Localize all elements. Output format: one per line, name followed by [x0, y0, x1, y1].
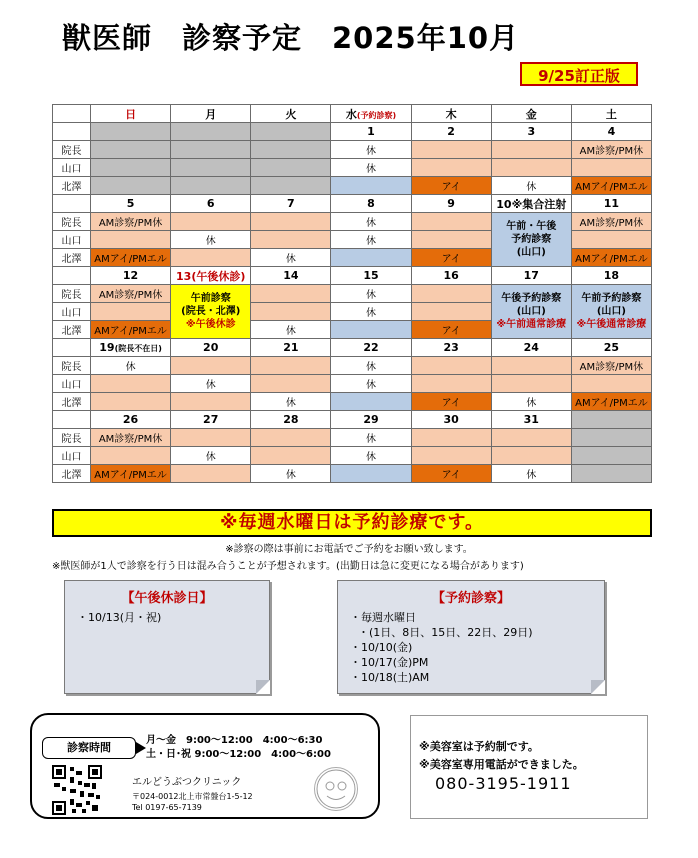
staff-label: 院長	[53, 429, 91, 447]
afternoon-closed-card	[64, 580, 270, 694]
date-cell: 6	[171, 195, 251, 213]
date-cell: 15	[331, 267, 411, 285]
clinic-tel: Tel 0197-65-7139	[132, 803, 202, 812]
date-cell: 25	[571, 339, 651, 357]
weekday-tue: 火	[251, 105, 331, 123]
oct10-reservation-block	[491, 213, 571, 267]
schedule-cell: 休	[331, 231, 411, 249]
list-item: ・ 10/18(土)AM	[350, 670, 604, 685]
date-cell: 28	[251, 411, 331, 429]
schedule-cell: AM診察/PM休	[91, 285, 171, 303]
block-line: 予約診察	[511, 234, 552, 245]
revision-badge: 9/25訂正版	[520, 62, 638, 86]
date-cell: 12	[91, 267, 171, 285]
schedule-cell: 休	[171, 375, 251, 393]
clinic-logo-icon	[314, 767, 358, 811]
clinic-address: 〒024-0012北上市常盤台1-5-12	[132, 792, 253, 801]
date-cell: 20	[171, 339, 251, 357]
staff-label: 山口	[53, 231, 91, 249]
date-cell: 31	[491, 411, 571, 429]
week2-row-a	[53, 213, 652, 231]
date-cell: 23	[411, 339, 491, 357]
schedule-cell: AM診察/PM休	[91, 429, 171, 447]
list-item: ・ 10/10(金)	[350, 640, 604, 655]
date-cell: 21	[251, 339, 331, 357]
clinic-hours-box	[30, 713, 380, 819]
schedule-cell: 休	[331, 285, 411, 303]
schedule-cell: 休	[251, 249, 331, 267]
date-cell: 16	[411, 267, 491, 285]
date-cell: 7	[251, 195, 331, 213]
week1-date-row	[53, 123, 652, 141]
weekday-mon: 月	[171, 105, 251, 123]
list-item: ・ 毎週水曜日	[350, 610, 604, 625]
date-cell: 10※集合注射	[491, 195, 571, 213]
week1-row-c	[53, 177, 652, 195]
schedule-cell: アイ	[411, 393, 491, 411]
schedule-cell: 休	[91, 357, 171, 375]
qr-code-icon	[52, 765, 102, 815]
schedule-cell: AMアイ/PMエル	[571, 249, 651, 267]
weekday-thu: 木	[411, 105, 491, 123]
crowding-note: ※獣医師が1人で診察を行う日は混み合うことが予想されます。(出勤日は急に変更になる場合があります)	[52, 561, 524, 572]
salon-box	[410, 715, 648, 819]
schedule-cell: アイ	[411, 321, 491, 339]
weekday-fri: 金	[491, 105, 571, 123]
reservation-note: ※診察の際は事前にお電話でご予約をお願い致します。	[225, 544, 473, 555]
date-cell: 1	[331, 123, 411, 141]
salon-note-1: ※美容室は予約制です。	[419, 740, 539, 753]
staff-label: 北澤	[53, 465, 91, 483]
schedule-cell: 休	[331, 303, 411, 321]
schedule-cell: アイ	[411, 249, 491, 267]
week4-date-row	[53, 339, 652, 357]
block-line: 午前・午後	[506, 221, 557, 232]
schedule-calendar	[52, 104, 652, 483]
weekday-sat: 土	[571, 105, 651, 123]
staff-label: 院長	[53, 213, 91, 231]
schedule-cell: 休	[491, 177, 571, 195]
hours-label: 診察時間	[42, 737, 136, 759]
week4-row-b	[53, 375, 652, 393]
date-cell: 3	[491, 123, 571, 141]
schedule-cell: 休	[251, 321, 331, 339]
weekend-hours: 土・日･祝 9:00～12:00 4:00～6:00	[146, 749, 331, 760]
week1-row-a	[53, 141, 652, 159]
list-item: ・ 10/13(月・祝)	[77, 610, 269, 625]
date-cell: 8	[331, 195, 411, 213]
date-cell: 11	[571, 195, 651, 213]
afternoon-closed-title: 【午後休診日】	[121, 591, 213, 606]
staff-label: 院長	[53, 141, 91, 159]
schedule-cell: AM診察/PM休	[91, 213, 171, 231]
schedule-cell: 休	[331, 141, 411, 159]
staff-label: 北澤	[53, 177, 91, 195]
schedule-cell: AM診察/PM休	[571, 213, 651, 231]
schedule-cell: 休	[251, 393, 331, 411]
week3-date-row	[53, 267, 652, 285]
weekday-wed: 水(予約診察)	[331, 105, 411, 123]
week5-row-b	[53, 447, 652, 465]
week5-row-c	[53, 465, 652, 483]
reservation-card	[337, 580, 605, 694]
schedule-cell: 休	[491, 465, 571, 483]
week4-row-c	[53, 393, 652, 411]
week5-row-a	[53, 429, 652, 447]
date-cell: 22	[331, 339, 411, 357]
reservation-title: 【予約診察】	[431, 591, 510, 606]
list-item: ・ 10/17(金)PM	[350, 655, 604, 670]
schedule-cell: AMアイ/PMエル	[91, 321, 171, 339]
date-cell: 30	[411, 411, 491, 429]
salon-note-2: ※美容室専用電話ができました。	[419, 758, 584, 771]
schedule-cell: アイ	[411, 465, 491, 483]
salon-phone: 080-3195-1911	[435, 774, 572, 793]
date-cell: 5	[91, 195, 171, 213]
date-cell: 14	[251, 267, 331, 285]
schedule-cell: 休	[171, 447, 251, 465]
date-cell: 27	[171, 411, 251, 429]
staff-label: 山口	[53, 159, 91, 177]
date-cell: 19(院長不在日)	[91, 339, 171, 357]
clinic-name: エルどうぶつクリニック	[132, 777, 242, 788]
staff-label: 院長	[53, 357, 91, 375]
oct17-block: 午後予約診察 (山口) ※午前通常診療	[491, 285, 571, 339]
staff-label: 山口	[53, 447, 91, 465]
schedule-cell: AMアイ/PMエル	[571, 393, 651, 411]
staff-label: 山口	[53, 303, 91, 321]
schedule-cell: 休	[331, 447, 411, 465]
schedule-cell: 休	[251, 465, 331, 483]
block-line: (山口)	[516, 247, 546, 258]
list-item: ・ (1日、8日、15日、22日、29日)	[350, 625, 604, 640]
date-cell: 17	[491, 267, 571, 285]
schedule-cell: 休	[331, 375, 411, 393]
schedule-cell: AMアイ/PMエル	[91, 465, 171, 483]
schedule-cell: 休	[491, 393, 571, 411]
schedule-cell: 休	[331, 429, 411, 447]
schedule-cell: AM診察/PM休	[571, 357, 651, 375]
staff-label: 院長	[53, 285, 91, 303]
week1-row-b	[53, 159, 652, 177]
date-cell: 29	[331, 411, 411, 429]
weekday-header-row	[53, 105, 652, 123]
week5-date-row	[53, 411, 652, 429]
date-cell: 9	[411, 195, 491, 213]
oct18-block: 午前予約診察 (山口) ※午後通常診療	[571, 285, 651, 339]
schedule-cell: AMアイ/PMエル	[91, 249, 171, 267]
staff-label: 北澤	[53, 321, 91, 339]
schedule-cell: 休	[331, 159, 411, 177]
wednesday-reservation-banner: ※毎週水曜日は予約診療です。	[52, 509, 652, 537]
oct10-block-text	[492, 220, 571, 259]
weekday-sun: 日	[91, 105, 171, 123]
schedule-cell: アイ	[411, 177, 491, 195]
staff-label: 北澤	[53, 393, 91, 411]
week3-row-a	[53, 285, 652, 303]
staff-label: 山口	[53, 375, 91, 393]
staff-label: 北澤	[53, 249, 91, 267]
page-title: 獣医師 診察予定 2025年10月	[62, 21, 520, 55]
schedule-cell: 休	[171, 231, 251, 249]
date-cell: 13(午後休診)	[171, 267, 251, 285]
date-cell: 2	[411, 123, 491, 141]
schedule-cell: AMアイ/PMエル	[571, 177, 651, 195]
date-cell: 18	[571, 267, 651, 285]
date-cell: 26	[91, 411, 171, 429]
week2-date-row	[53, 195, 652, 213]
date-cell: 24	[491, 339, 571, 357]
oct13-block: 午前診察 (院長・北澤) ※午後休診	[171, 285, 251, 339]
schedule-cell: 休	[331, 213, 411, 231]
schedule-cell: AM診察/PM休	[571, 141, 651, 159]
schedule-cell: 休	[331, 357, 411, 375]
date-cell: 4	[571, 123, 651, 141]
week4-row-a	[53, 357, 652, 375]
weekday-hours: 月～金 9:00～12:00 4:00～6:30	[146, 735, 323, 746]
